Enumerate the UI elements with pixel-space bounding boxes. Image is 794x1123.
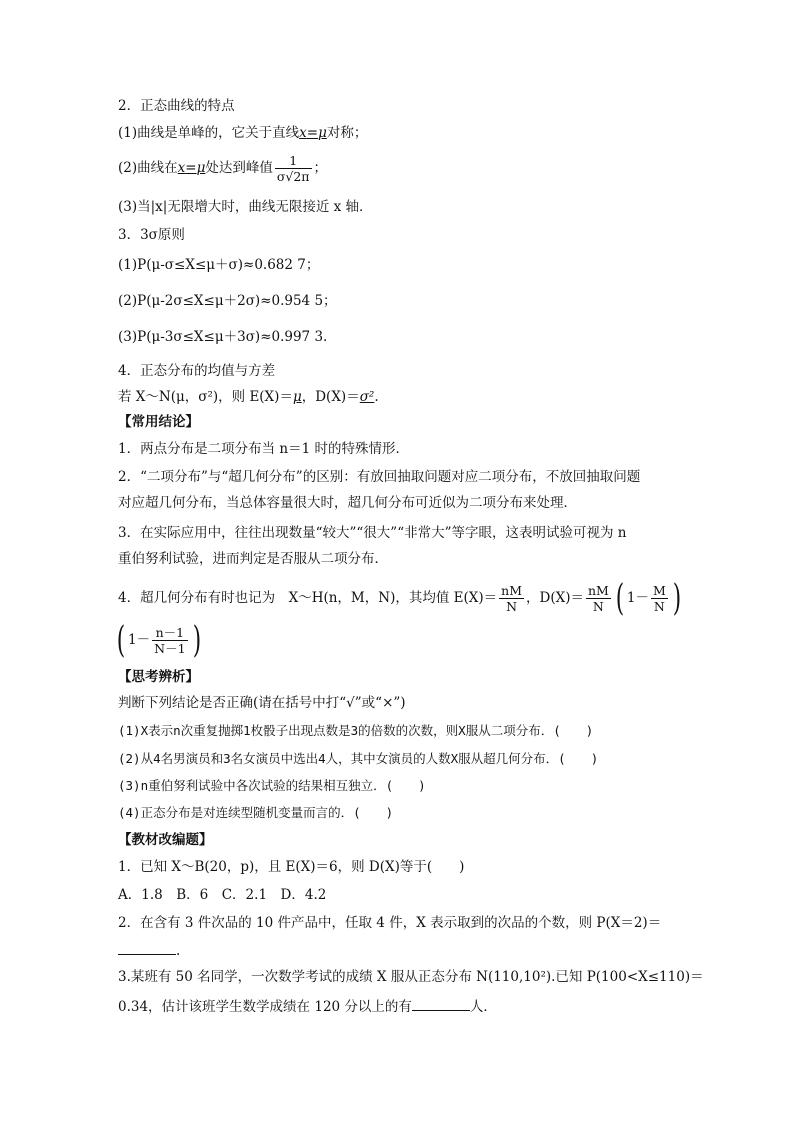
conclusion-3-line-1: 3．在实际应用中，往往出现数量“较大”“很大”“非常大”等字眼，这表明试验可视为 n <box>118 525 627 541</box>
conclusion-4-line-2: ( 1－ $\frac{n-1}{N-1}$ ) <box>116 619 201 661</box>
section-heading-mean-variance: 4．正态分布的均值与方差 <box>118 363 276 379</box>
answer-blank <box>412 996 470 1011</box>
sigma-rule-3: (3)P(μ-3σ≤X≤μ＋3σ)≈0.997 3. <box>118 329 328 345</box>
conclusion-2-line-2: 对应超几何分布，当总体容量很大时，超几何分布可近似为二项分布来处理． <box>118 495 577 511</box>
section-heading-3sigma: 3．3σ原则 <box>118 227 185 243</box>
textbook-question-2-answer-line: . <box>118 940 180 960</box>
left-paren-icon: ( <box>615 577 625 619</box>
textbook-question-2: 2．在含有 3 件次品的 10 件产品中，任取 4 件，X 表示取到的次品的个数，则 P(X＝2)＝ <box>118 915 662 931</box>
curve-feature-1: (1)曲线是单峰的，它关于直线x=μ对称； <box>118 125 368 141</box>
curve-feature-2: (2)曲线在x=μ处达到峰值 $\frac{1}{\sigma√2\pi}$ ； <box>118 153 328 184</box>
thinking-intro: 判断下列结论是否正确(请在括号中打“√”或“×”) <box>118 695 406 711</box>
answer-blank <box>118 940 176 955</box>
thinking-question-4: (4)正态分布是对连续型随机变量而言的．( ) <box>118 805 394 820</box>
left-paren-icon: ( <box>116 619 126 661</box>
curve-feature-3: (3)当|x|无限增大时，曲线无限接近 x 轴． <box>118 199 373 215</box>
textbook-heading: 【教材改编题】 <box>118 832 213 848</box>
n-minus-1-fraction: $\frac{n-1}{N-1}$ <box>154 625 186 656</box>
textbook-question-1-options: A．1.8 B．6 C．2.1 D．4.2 <box>118 887 327 903</box>
mean-fraction: $\frac{nM}{N}$ <box>501 583 522 614</box>
textbook-question-3-line-1: 3.某班有 50 名同学，一次数学考试的成绩 X 服从正态分布 N(110,10²).已知 P(100<X≤110)＝ <box>118 969 704 985</box>
sigma-rule-1: (1)P(μ-σ≤X≤μ＋σ)≈0.682 7； <box>118 257 320 273</box>
right-paren-icon: ) <box>192 619 201 661</box>
thinking-question-1: (1)X表示n次重复抛掷1枚骰子出现点数是3的倍数的次数，则X服从二项分布．( ) <box>118 723 594 738</box>
thinking-question-3: (3)n重伯努利试验中各次试验的结果相互独立．( ) <box>118 778 426 793</box>
conclusions-heading: 【常用结论】 <box>118 414 199 430</box>
section-heading-curve-features: 2．正态曲线的特点 <box>118 98 235 114</box>
textbook-question-3-line-2: 0.34，估计该班学生数学成绩在 120 分以上的有 人． <box>118 996 497 1016</box>
right-paren-icon: ) <box>672 577 682 619</box>
conclusion-2-line-1: 2．“二项分布”与“超几何分布”的区别：有放回抽取问题对应二项分布，不放回抽取问题 <box>118 469 641 485</box>
conclusion-4-line-1: 4．超几何分布有时也记为 X～H(n，M，N)，其均值 E(X)＝ $\frac{nM}{N}$ ，D(X)＝ $\frac{nM}{N}$ ( 1－ $\frac{M}{N}$ ) <box>118 577 682 619</box>
m-over-n-fraction: $\frac{M}{N}$ <box>652 583 666 614</box>
textbook-question-1: 1．已知 X～B(20，p)，且 E(X)＝6，则 D(X)等于( ) <box>118 859 465 875</box>
conclusion-1: 1．两点分布是二项分布当 n＝1 时的特殊情形． <box>118 441 409 457</box>
variance-fraction: $\frac{nM}{N}$ <box>587 583 609 614</box>
sigma-rule-2: (2)P(μ-2σ≤X≤μ＋2σ)≈0.954 5； <box>118 293 337 309</box>
thinking-question-2: (2)从4名男演员和3名女演员中选出4人，其中女演员的人数X服从超几何分布．( ) <box>118 751 599 766</box>
mean-variance-line: 若 X～N(μ，σ²)，则 E(X)＝μ，D(X)＝σ². <box>118 389 379 405</box>
conclusion-3-line-2: 重伯努利试验，进而判定是否服从二项分布． <box>118 551 388 567</box>
thinking-heading: 【思考辨析】 <box>118 669 199 685</box>
peak-fraction: $\frac{1}{\sigma√2\pi}$ <box>276 153 310 184</box>
